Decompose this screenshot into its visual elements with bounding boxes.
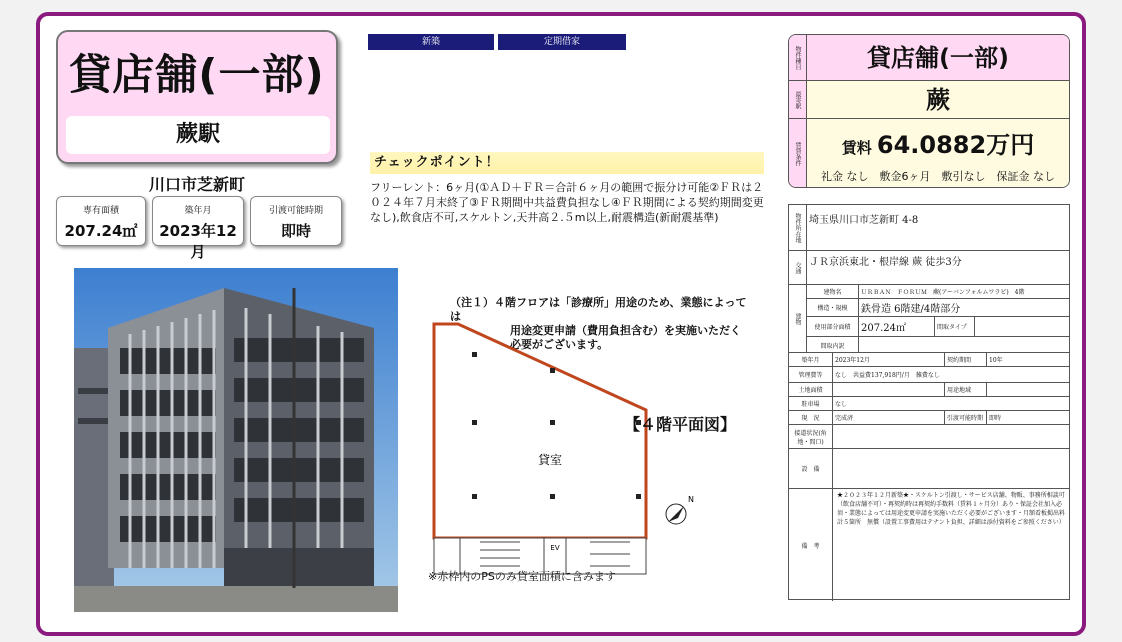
zone-label: 用途地域	[945, 383, 987, 396]
handover-value: 即時	[989, 415, 1002, 422]
property-sheet	[36, 12, 1086, 636]
period-value: 10年	[989, 357, 1003, 364]
period-label: 契約期間	[945, 353, 987, 366]
stat-value: 2023年12月	[159, 222, 237, 261]
equipment-label: 設 備	[789, 449, 833, 488]
location-value: 埼玉県川口市芝新町 4-8	[809, 215, 919, 226]
stat-built	[152, 196, 244, 261]
building-photo	[74, 268, 398, 612]
fee-label: 管理費等	[789, 367, 833, 382]
status-value: 完成済	[833, 411, 945, 424]
stat-label: 引渡可能時期	[268, 206, 323, 216]
road-label: 接道状況(角地・間口)	[789, 425, 833, 448]
type-side-label: 物件種目	[789, 35, 807, 81]
stat-area	[56, 196, 146, 246]
stat-handover	[250, 196, 342, 246]
stat-value: 即時	[280, 222, 311, 240]
station-side-label: 最寄駅	[789, 81, 807, 119]
fee-value: なし 共益費137,918円/月 雑費なし	[835, 372, 940, 379]
station-label: 蕨駅	[66, 116, 330, 154]
layout-type-label: 間取タイプ	[935, 317, 975, 336]
parking-label: 駐車場	[789, 397, 833, 410]
checkpoint-heading: チェックポイント！	[370, 152, 764, 174]
handover-label: 引渡可能時期	[945, 411, 987, 424]
remarks-value: ★２０２３年１２月新築★・スケルトン引渡し・サービス店舗、物販、事務所相談可（飲食店舗不可）・再契約時は再契約手数料（賃料１ヶ月分）あり・保証会社加入必須・業態によっては用途変更申請を実施いただく必要がございます・月額看板掲出料 計５箇所 無償（設置工事費用はテナント負担、詳細は添付資料をご参照ください）	[837, 492, 1072, 526]
floorplan-title: 【４階平面図】	[624, 415, 737, 434]
checkpoint-text: フリーレント：6ヶ月(①ＡＤ＋ＦＲ＝合計６ヶ月の範囲で振分け可能②ＦＲは２０２４年７月末終了③ＦＲ期間中共益費負担なし④ＦＲ期間による契約期間変更なし),飲食店不可,スケルトン,天井高２.５m以上,耐震構造(新耐震基準)	[370, 181, 764, 224]
access-value: ＪＲ京浜東北・根岸線 蕨 徒歩3分	[809, 257, 962, 268]
stat-label: 築年月	[184, 206, 212, 216]
land-label: 土地面積	[789, 383, 833, 396]
summary-station: 蕨	[807, 81, 1069, 119]
structure-label: 構造・規模	[807, 299, 859, 316]
floor-plan	[420, 316, 770, 576]
room-label: 貸室	[537, 453, 563, 467]
remarks-label: 備 考	[789, 489, 833, 601]
summary-terms	[807, 119, 1069, 188]
parking-value: なし	[835, 401, 848, 408]
terms-side-label: 賃貸条件	[789, 119, 807, 188]
bname-value: ＵＲＢＡＮ ＦＯＲＵＭ 蕨(アーバンフォルムワラビ) 4階	[861, 289, 1025, 296]
building-label: 建物	[789, 285, 807, 352]
layout-label: 間取内訳	[807, 337, 859, 353]
note-line-2: 用途変更申請（費用負担含む）を実施いただく	[510, 324, 741, 337]
stat-label: 専有面積	[82, 206, 119, 216]
svg-text:N: N	[688, 495, 694, 504]
bname-label: 建物名	[807, 285, 859, 298]
built-label: 築年月	[789, 353, 833, 366]
land-value	[833, 383, 945, 396]
rent-label: 賃料	[841, 139, 872, 157]
elevator-label: EV	[550, 544, 560, 552]
property-type-title: 貸店舗(一部)	[69, 50, 325, 99]
north-arrow-icon	[666, 495, 694, 524]
title-box	[56, 30, 338, 164]
rent-conditions: 礼金 なし 敷金6ヶ月 敷引なし 保証金 なし	[821, 170, 1055, 183]
detail-table	[788, 204, 1070, 600]
rent-value: 64.0882万円	[876, 131, 1035, 159]
summary-box	[788, 34, 1070, 188]
area-value: 207.24㎡	[859, 317, 935, 336]
note-line-1: （注１）４階フロアは「診療所」用途のため、業態によっては	[450, 296, 747, 323]
structure-value: 鉄骨造 6階建/4階部分	[861, 304, 961, 315]
stat-value: 207.24㎡	[64, 222, 138, 240]
address: 川口市芝新町	[148, 175, 245, 194]
built-value: 2023年12月	[833, 353, 945, 366]
tag-new: 新築	[368, 34, 494, 50]
status-label: 現 況	[789, 411, 833, 424]
tag-fixed-term: 定期借家	[498, 34, 626, 50]
area-label: 使用部分面積	[807, 317, 859, 336]
location-label: 物件所在地	[789, 205, 807, 250]
access-label: 交通	[789, 251, 807, 284]
note-line-3: 必要がございます。	[510, 338, 609, 351]
ps-note: ※赤枠内のPSのみ貸室面積に含みます	[428, 570, 616, 583]
summary-type: 貸店舗(一部)	[807, 35, 1069, 81]
